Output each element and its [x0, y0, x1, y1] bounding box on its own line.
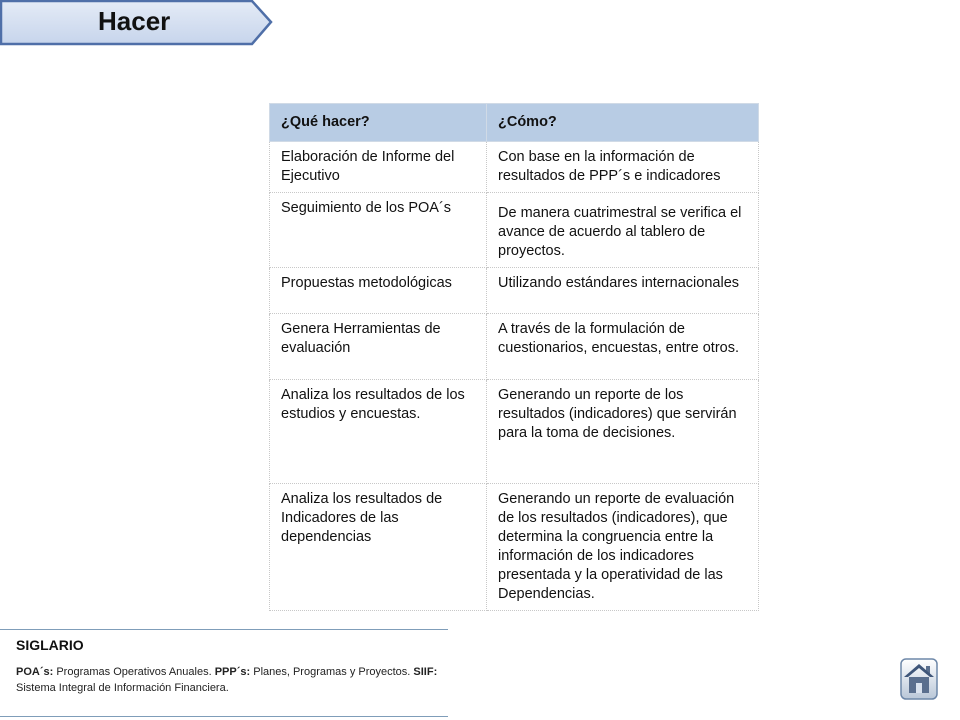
- siglario-bottom-divider: [0, 716, 448, 717]
- table-cell-action: Genera Herramientas de evaluación: [270, 314, 487, 380]
- column-header-como: ¿Cómo?: [487, 104, 759, 142]
- table-cell-method: Utilizando estándares internacionales: [487, 268, 759, 314]
- table-header-row: [270, 104, 759, 142]
- table-cell-action: Analiza los resultados de los estudios y encuestas.: [270, 380, 487, 484]
- table-row: [270, 484, 759, 611]
- home-button[interactable]: [900, 658, 938, 700]
- table-cell-method: Generando un reporte de los resultados (indicadores) que servirán para la toma de decisiones.: [487, 380, 759, 484]
- table-cell-action: Elaboración de Informe del Ejecutivo: [270, 142, 487, 193]
- siglario-abbr: POA´s:: [16, 666, 54, 678]
- table-cell-method: A través de la formulación de cuestionarios, encuestas, entre otros.: [487, 314, 759, 380]
- section-header: [0, 0, 275, 46]
- page-title: Hacer: [98, 6, 171, 36]
- siglario-desc: Planes, Programas y Proyectos.: [250, 666, 414, 678]
- home-icon: [900, 658, 938, 700]
- table-cell-method: Generando un reporte de evaluación de los resultados (indicadores), que determina la congruencia entre la información de los indicadores presentada y la operatividad de las Dependencias.: [487, 484, 759, 611]
- table-cell-method: Con base en la información de resultados de PPP´s e indicadores: [487, 142, 759, 193]
- table-row: [270, 142, 759, 193]
- table-cell-action: Analiza los resultados de Indicadores de las dependencias: [270, 484, 487, 611]
- table-cell-action: Propuestas metodológicas: [270, 268, 487, 314]
- siglario-text: [16, 664, 446, 696]
- column-header-que-hacer: ¿Qué hacer?: [270, 104, 487, 142]
- siglario-top-divider: [0, 629, 448, 630]
- table-row: [270, 314, 759, 380]
- table-cell-action: Seguimiento de los POA´s: [270, 193, 487, 268]
- siglario-desc: Programas Operativos Anuales.: [53, 666, 215, 678]
- siglario-desc: Sistema Integral de Información Financiera.: [16, 682, 229, 694]
- table-row: [270, 268, 759, 314]
- actions-table: [269, 103, 759, 611]
- table-cell-method: De manera cuatrimestral se verifica el avance de acuerdo al tablero de proyectos.: [487, 193, 759, 268]
- table-row: [270, 193, 759, 268]
- table-row: [270, 380, 759, 484]
- siglario-abbr: PPP´s:: [214, 666, 251, 678]
- siglario-abbr: SIIF:: [413, 666, 438, 678]
- siglario-title: SIGLARIO: [16, 637, 84, 653]
